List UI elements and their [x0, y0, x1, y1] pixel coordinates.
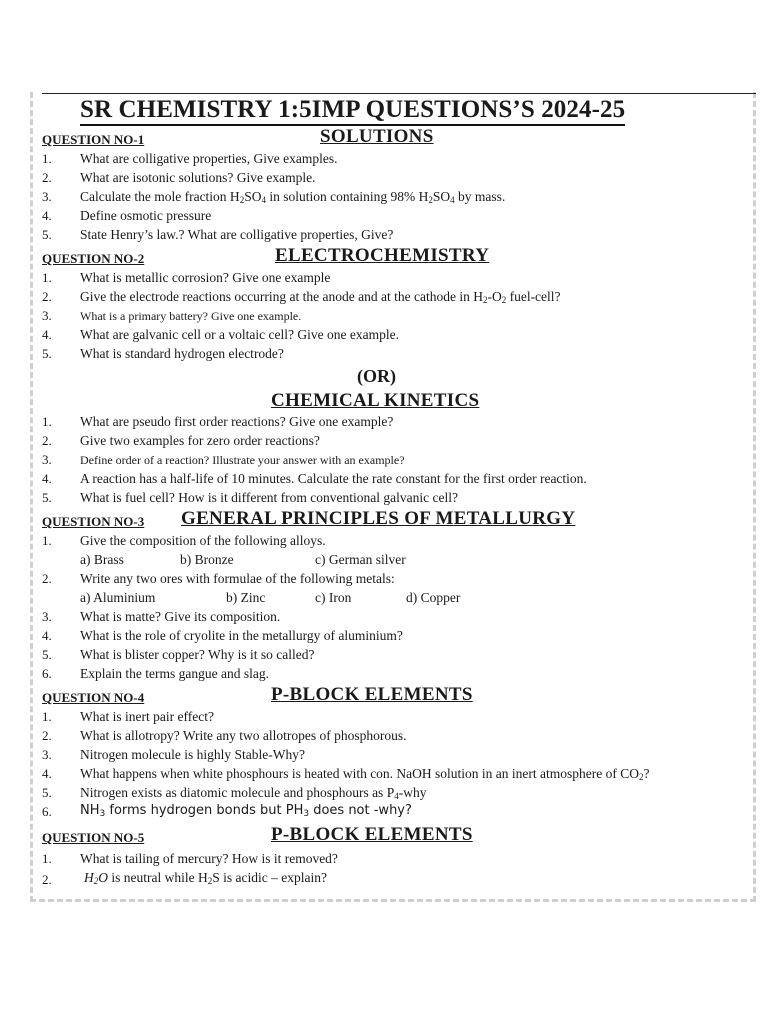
list-number: 4. [42, 766, 52, 781]
question-text: What are colligative properties, Give examples. [80, 151, 338, 166]
metal-option: a) Aluminium [80, 590, 156, 605]
or-divider: (OR) [357, 366, 396, 386]
question-text: Define osmotic pressure [80, 208, 212, 223]
list-number: 1. [42, 414, 52, 429]
section-heading-solutions: SOLUTIONS [320, 126, 434, 147]
section-heading-electrochemistry: ELECTROCHEMISTRY [275, 245, 490, 266]
list-number: 4. [42, 471, 52, 486]
list-number: 2. [42, 433, 52, 448]
question-text: What are galvanic cell or a voltaic cell? Give one example. [80, 327, 399, 342]
alloy-option: b) Bronze [180, 552, 234, 567]
list-number: 1. [42, 270, 52, 285]
metal-option: d) Copper [406, 590, 461, 605]
question-text: What is fuel cell? How is it different from conventional galvanic cell? [80, 490, 458, 505]
question-3-label: QUESTION NO-3 [42, 514, 145, 529]
question-text: Give two examples for zero order reactions? [80, 433, 320, 448]
question-text: $H_2O$ is neutral while $H_2S$ is acidic – explain? [84, 870, 327, 886]
list-number: 1. [42, 709, 52, 724]
list-number: 5. [42, 227, 52, 242]
list-number: 3. [42, 747, 52, 762]
list-number: 3. [42, 452, 52, 467]
question-text: What are isotonic solutions? Give example. [80, 170, 316, 185]
question-4-label: QUESTION NO-4 [42, 690, 145, 705]
list-number: 4. [42, 208, 52, 223]
question-text: Give the composition of the following alloys. [80, 533, 326, 548]
metal-option: c) Iron [315, 590, 352, 605]
metal-option: b) Zinc [226, 590, 266, 605]
question-text: What is blister copper? Why is it so called? [80, 647, 315, 662]
list-number: 3. [42, 609, 52, 624]
question-text: What is tailing of mercury? How is it removed? [80, 851, 338, 866]
section-heading-p-block-2: P-BLOCK ELEMENTS [271, 824, 473, 845]
section-heading-metallurgy: GENERAL PRINCIPLES OF METALLURGY [181, 508, 576, 529]
list-number: 1. [42, 851, 52, 866]
alloy-option: c) German silver [315, 552, 406, 567]
list-number: 5. [42, 490, 52, 505]
question-text: What is a primary battery? Give one example. [80, 309, 302, 323]
question-text: What is allotropy? Write any two allotropes of phosphorous. [80, 728, 407, 743]
question-text: What happens when white phosphours is heated with con. NaOH solution in an inert atmosphere of $CO_2$? [80, 766, 650, 782]
question-2-label: QUESTION NO-2 [42, 251, 145, 266]
question-5-label: QUESTION NO-5 [42, 830, 145, 845]
question-text: Calculate the mole fraction $H_2SO_4$ in solution containing 98% $H_2SO_4$ by mass. [80, 189, 506, 205]
list-number: 6. [42, 804, 52, 819]
list-number: 2. [42, 872, 52, 887]
list-number: 6. [42, 666, 52, 681]
question-text: State Henry’s law.? What are colligative properties, Give? [80, 227, 394, 242]
list-number: 5. [42, 647, 52, 662]
question-text: What is standard hydrogen electrode? [80, 346, 284, 361]
question-text: What is matte? Give its composition. [80, 609, 281, 624]
question-text: Nitrogen molecule is highly Stable-Why? [80, 747, 305, 762]
question-1-label: QUESTION NO-1 [42, 132, 145, 147]
list-number: 3. [42, 189, 52, 204]
list-number: 2. [42, 571, 52, 586]
section-heading-chemical-kinetics: CHEMICAL KINETICS [271, 390, 480, 411]
question-text: What is inert pair effect? [80, 709, 214, 724]
list-number: 2. [42, 728, 52, 743]
list-number: 4. [42, 628, 52, 643]
question-text: A reaction has a half-life of 10 minutes. Calculate the rate constant for the first order reaction. [80, 471, 587, 486]
list-number: 5. [42, 346, 52, 361]
question-text: What is metallic corrosion? Give one example [80, 270, 331, 285]
list-number: 5. [42, 785, 52, 800]
list-number: 1. [42, 151, 52, 166]
alloy-option: a) Brass [80, 552, 124, 567]
list-number: 4. [42, 327, 52, 342]
question-text: Define order of a reaction? Illustrate your answer with an example? [80, 453, 405, 467]
question-text: What is the role of cryolite in the metallurgy of aluminium? [80, 628, 403, 643]
question-text: Explain the terms gangue and slag. [80, 666, 269, 681]
question-text: Give the electrode reactions occurring at the anode and at the cathode in $H_2-O_2$ fuel-cell? [80, 289, 561, 305]
question-text: What are pseudo first order reactions? Give one example? [80, 414, 394, 429]
list-number: 2. [42, 289, 52, 304]
list-number: 3. [42, 308, 52, 323]
top-rule [42, 93, 756, 94]
question-text: $NH_3$ forms hydrogen bonds but $PH_3$ does not -why? [80, 803, 412, 819]
section-heading-p-block: P-BLOCK ELEMENTS [271, 684, 473, 705]
question-text: Nitrogen exists as diatomic molecule and phosphours as $P_4$-why [80, 785, 427, 801]
page-title: SR CHEMISTRY 1:5IMP QUESTIONS’S 2024-25 [80, 96, 625, 126]
question-text: Write any two ores with formulae of the following metals: [80, 571, 395, 586]
list-number: 1. [42, 533, 52, 548]
list-number: 2. [42, 170, 52, 185]
